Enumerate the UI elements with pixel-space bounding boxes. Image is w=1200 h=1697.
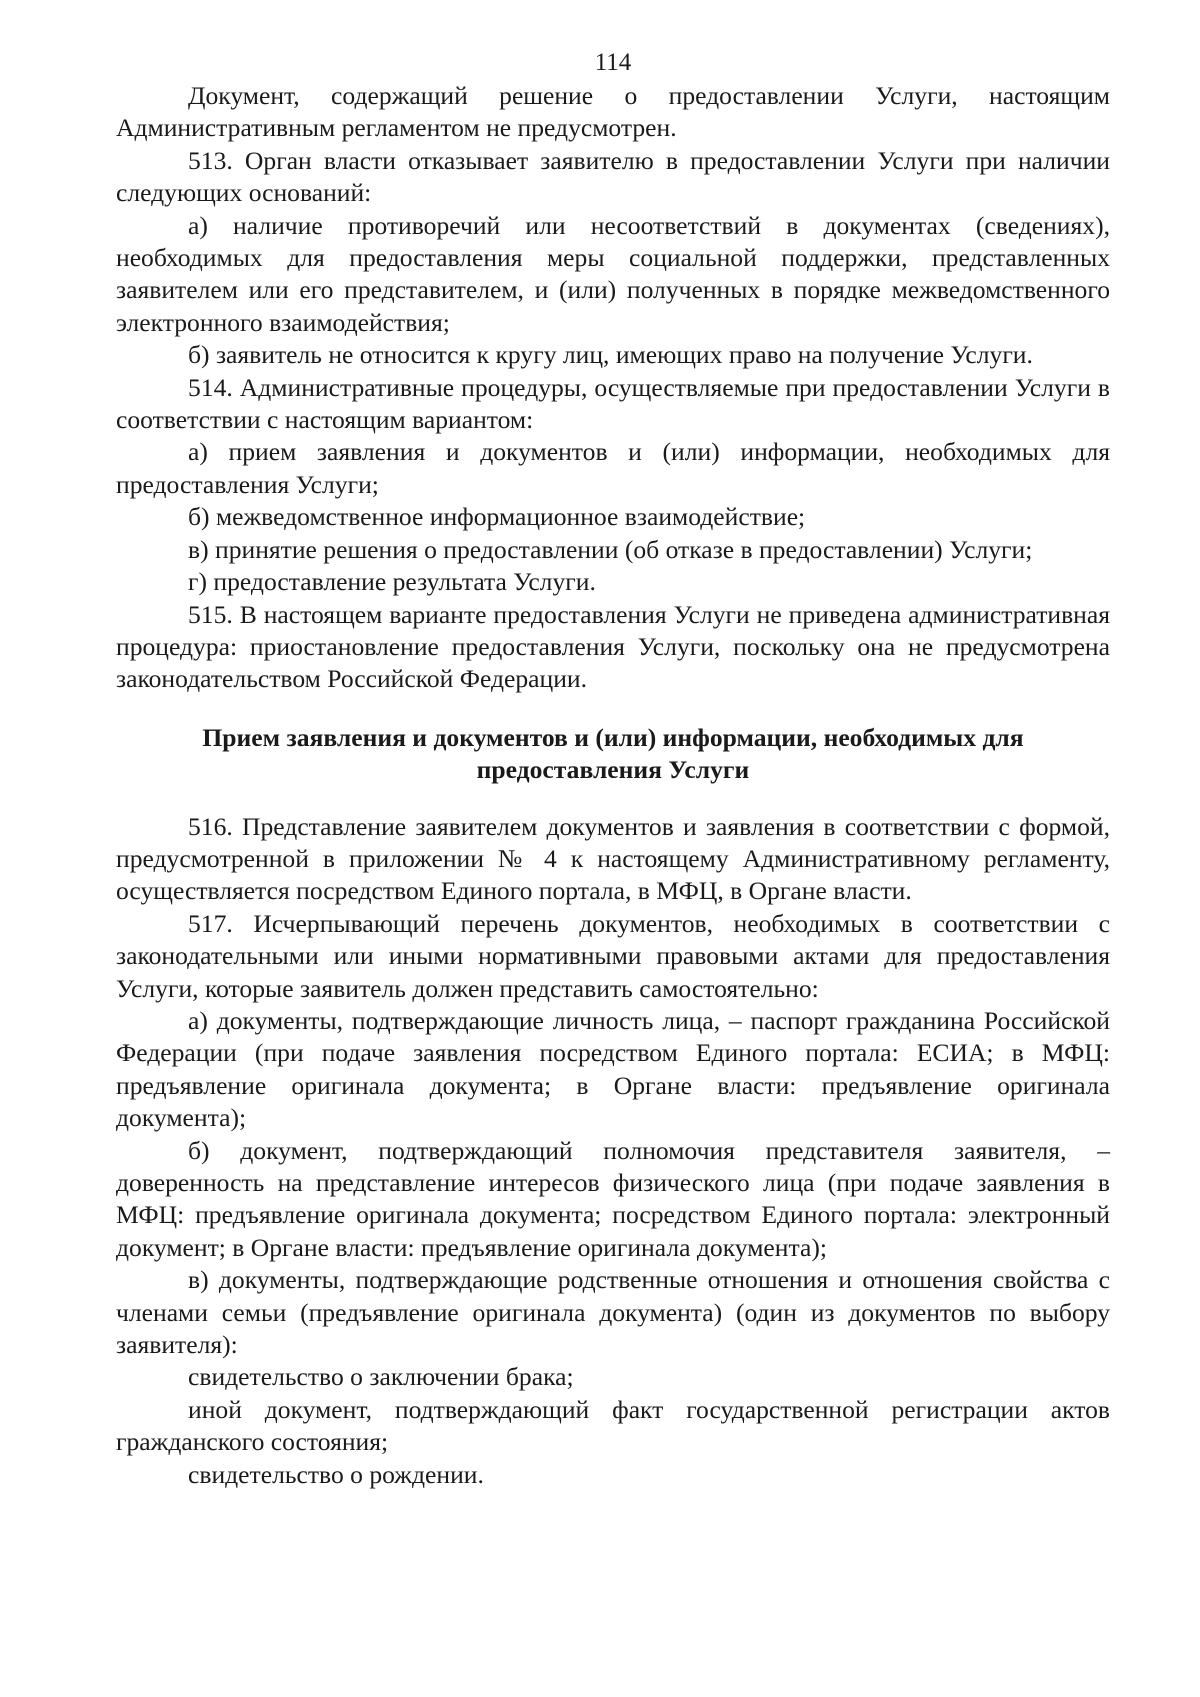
paragraph-513: 513. Орган власти отказывает заявителю в предоставлении Услуги при наличии следующих оснований:: [116, 145, 1110, 208]
paragraph-514-a: а) прием заявления и документов и (или) информации, необходимых для предоставления Услуги;: [116, 437, 1110, 499]
paragraph-516: 516. Представление заявителем документов и заявления в соответствии с формой, предусмотренной в приложении № 4 к настоящему Административному регламенту, осуществляется посредством Единого портала, в МФЦ, в Органе власти.: [116, 811, 1110, 906]
top-section: [116, 80, 1110, 696]
list-item-civil-status-document: иной документ, подтверждающий факт государственной регистрации актов гражданского состояния;: [116, 1394, 1110, 1457]
paragraph-517-v: в) документы, подтверждающие родственные отношения и отношения свойства с членами семьи (предъявление оригинала документа) (один из документов по выбору заявителя):: [116, 1265, 1110, 1360]
paragraph-514-b: б) межведомственное информационное взаимодействие;: [188, 502, 806, 532]
paragraph-515: 515. В настоящем варианте предоставления Услуги не приведена административная процедура: приостановление предоставления Услуги, поскольку она не предусмотрена законодательством Российской Федерации.: [116, 599, 1110, 694]
paragraph-517-a: а) документы, подтверждающие личность лица, – паспорт гражданина Российской Федерации (при подаче заявления посредством Единого портала: ЕСИА; в МФЦ: предъявление оригинала документа; в Органе власти: предъявление оригинала документа);: [116, 1005, 1110, 1133]
paragraph-513-a: а) наличие противоречий или несоответствий в документах (сведениях), необходимых для предоставления меры социальной поддержки, представленных заявителем или его представителем, и (или) полученных в порядке межведомственного электронного взаимодействия;: [116, 210, 1110, 337]
list-item-marriage-certificate: свидетельство о заключении брака;: [188, 1362, 574, 1392]
bottom-section: [116, 811, 1110, 1492]
paragraph-517: 517. Исчерпывающий перечень документов, необходимых в соответствии с законодательными или иными нормативными правовыми актами для предоставления Услуги, которые заявитель должен представить самостоятельно:: [116, 908, 1110, 1003]
paragraph-513-b: б) заявитель не относится к кругу лиц, имеющих право на получение Услуги.: [188, 340, 1033, 370]
paragraph-document-decision: Документ, содержащий решение о предоставлении Услуги, настоящим Административным регламентом не предусмотрен.: [116, 81, 1110, 143]
paragraph-514-g: г) предоставление результата Услуги.: [188, 567, 596, 597]
document-page: [116, 48, 1110, 1491]
paragraph-514-v: в) принятие решения о предоставлении (об отказе в предоставлении) Услуги;: [188, 534, 1033, 564]
section-heading: Прием заявления и документов и (или) информации, необходимых для предоставления Услуги: [202, 722, 1024, 785]
paragraph-514: 514. Административные процедуры, осуществляемые при предоставлении Услуги в соответствии с настоящим вариантом:: [116, 372, 1110, 435]
page-number: 114: [594, 49, 632, 76]
paragraph-517-b: б) документ, подтверждающий полномочия представителя заявителя, – доверенность на представление интересов физического лица (при подаче заявления в МФЦ: предъявление оригинала документа; посредством Единого портала: электронный документ; в Органе власти: предъявление оригинала документа);: [116, 1135, 1110, 1262]
list-item-birth-certificate: свидетельство о рождении.: [188, 1459, 484, 1489]
